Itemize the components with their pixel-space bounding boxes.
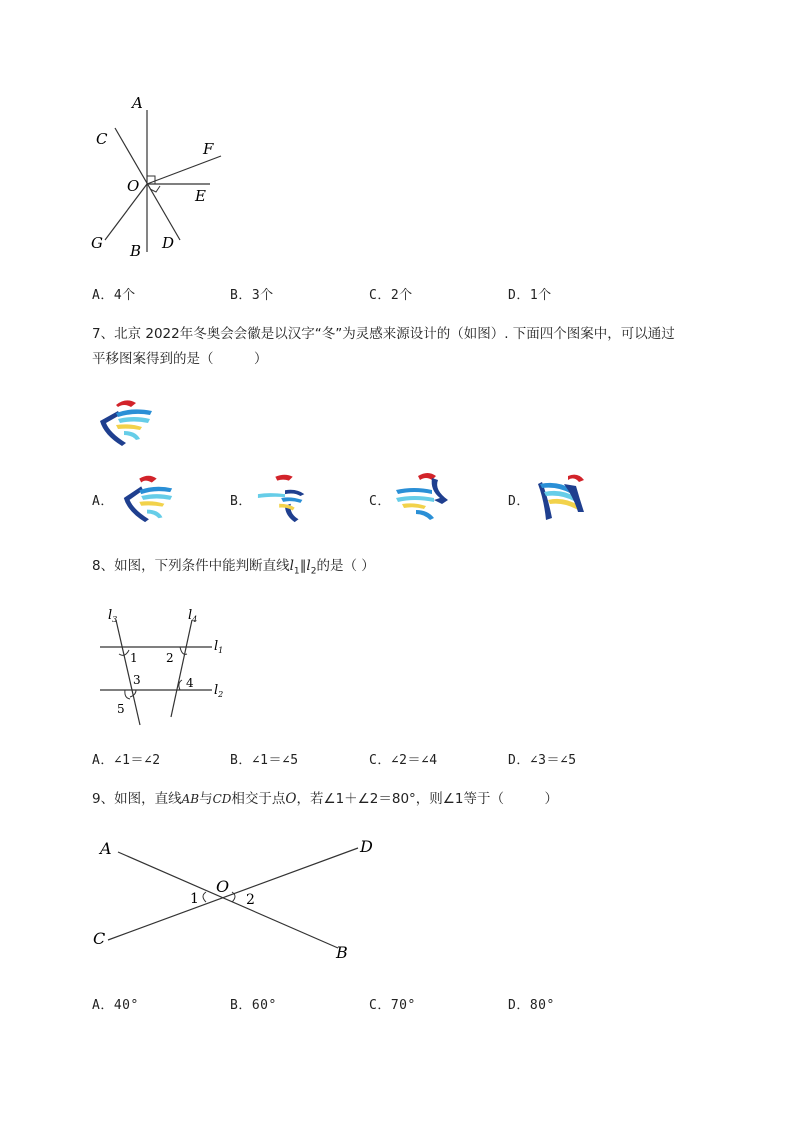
- angle-1: 1: [190, 891, 199, 907]
- q9-option-c[interactable]: C．70°: [369, 998, 416, 1013]
- olympic-emblem-original: [96, 393, 156, 448]
- q7-option-b[interactable]: B．: [230, 494, 252, 509]
- q9-option-d[interactable]: D．80°: [508, 998, 555, 1013]
- q8-figure: [92, 600, 242, 730]
- angle-2: 2: [166, 651, 174, 665]
- q7-text-line2: 平移图案得到的是（ ）: [92, 351, 268, 367]
- label-l2: $l_2$: [214, 683, 224, 699]
- label-D: D: [162, 234, 175, 252]
- q7-option-a-image[interactable]: [118, 470, 176, 525]
- label-l4: $l_4$: [188, 608, 198, 624]
- angle-3: 3: [133, 673, 141, 687]
- label-A: A: [132, 94, 143, 112]
- q9-option-b[interactable]: B．60°: [230, 998, 277, 1013]
- q7-option-b-image[interactable]: [256, 470, 314, 525]
- q6-option-c[interactable]: C．2个: [369, 288, 413, 303]
- label-O: O: [216, 877, 230, 896]
- q7-option-a[interactable]: A．: [92, 494, 114, 509]
- q9-figure: [88, 830, 388, 970]
- angle-4: 4: [186, 676, 194, 690]
- q6-option-b[interactable]: B．3个: [230, 288, 274, 303]
- label-D: D: [360, 837, 373, 856]
- q8-option-c[interactable]: C．∠2＝∠4: [369, 753, 438, 768]
- q8-text: 8、如图，下列条件中能判断直线$l_1\parallel l_2$的是（ ）: [92, 558, 375, 577]
- angle-1: 1: [130, 651, 138, 665]
- q7-option-c-image[interactable]: [394, 468, 454, 525]
- q6-figure: [85, 90, 235, 265]
- q9-text: 9、如图，直线AB与CD相交于点O，若∠1＋∠2＝80°，则∠1等于（ ）: [92, 791, 558, 807]
- label-B: B: [336, 943, 348, 962]
- label-E: E: [195, 187, 206, 205]
- label-C: C: [96, 130, 108, 148]
- label-l3: $l_3$: [108, 608, 118, 624]
- q8-option-d[interactable]: D．∠3＝∠5: [508, 753, 577, 768]
- q7-option-d[interactable]: D．: [508, 494, 530, 509]
- label-A: A: [100, 839, 112, 858]
- label-O: O: [127, 177, 140, 195]
- label-G: G: [91, 234, 103, 252]
- q7-text-line1: 7、北京 2022年冬奥会会徽是以汉字“冬”为灵感来源设计的（如图）. 下面四个图案中，可以通过: [92, 326, 675, 342]
- q6-option-a[interactable]: A．4个: [92, 288, 136, 303]
- q7-option-c[interactable]: C．: [369, 494, 391, 509]
- q8-option-b[interactable]: B．∠1＝∠5: [230, 753, 299, 768]
- label-F: F: [203, 140, 214, 158]
- angle-2: 2: [246, 892, 255, 908]
- q7-option-d-image[interactable]: [534, 470, 590, 525]
- q9-option-a[interactable]: A．40°: [92, 998, 139, 1013]
- q8-option-a[interactable]: A．∠1＝∠2: [92, 753, 161, 768]
- label-B: B: [130, 242, 142, 260]
- label-l1: $l_1$: [214, 639, 224, 655]
- angle-5: 5: [117, 702, 125, 716]
- label-C: C: [93, 929, 106, 948]
- q6-option-d[interactable]: D．1个: [508, 288, 552, 303]
